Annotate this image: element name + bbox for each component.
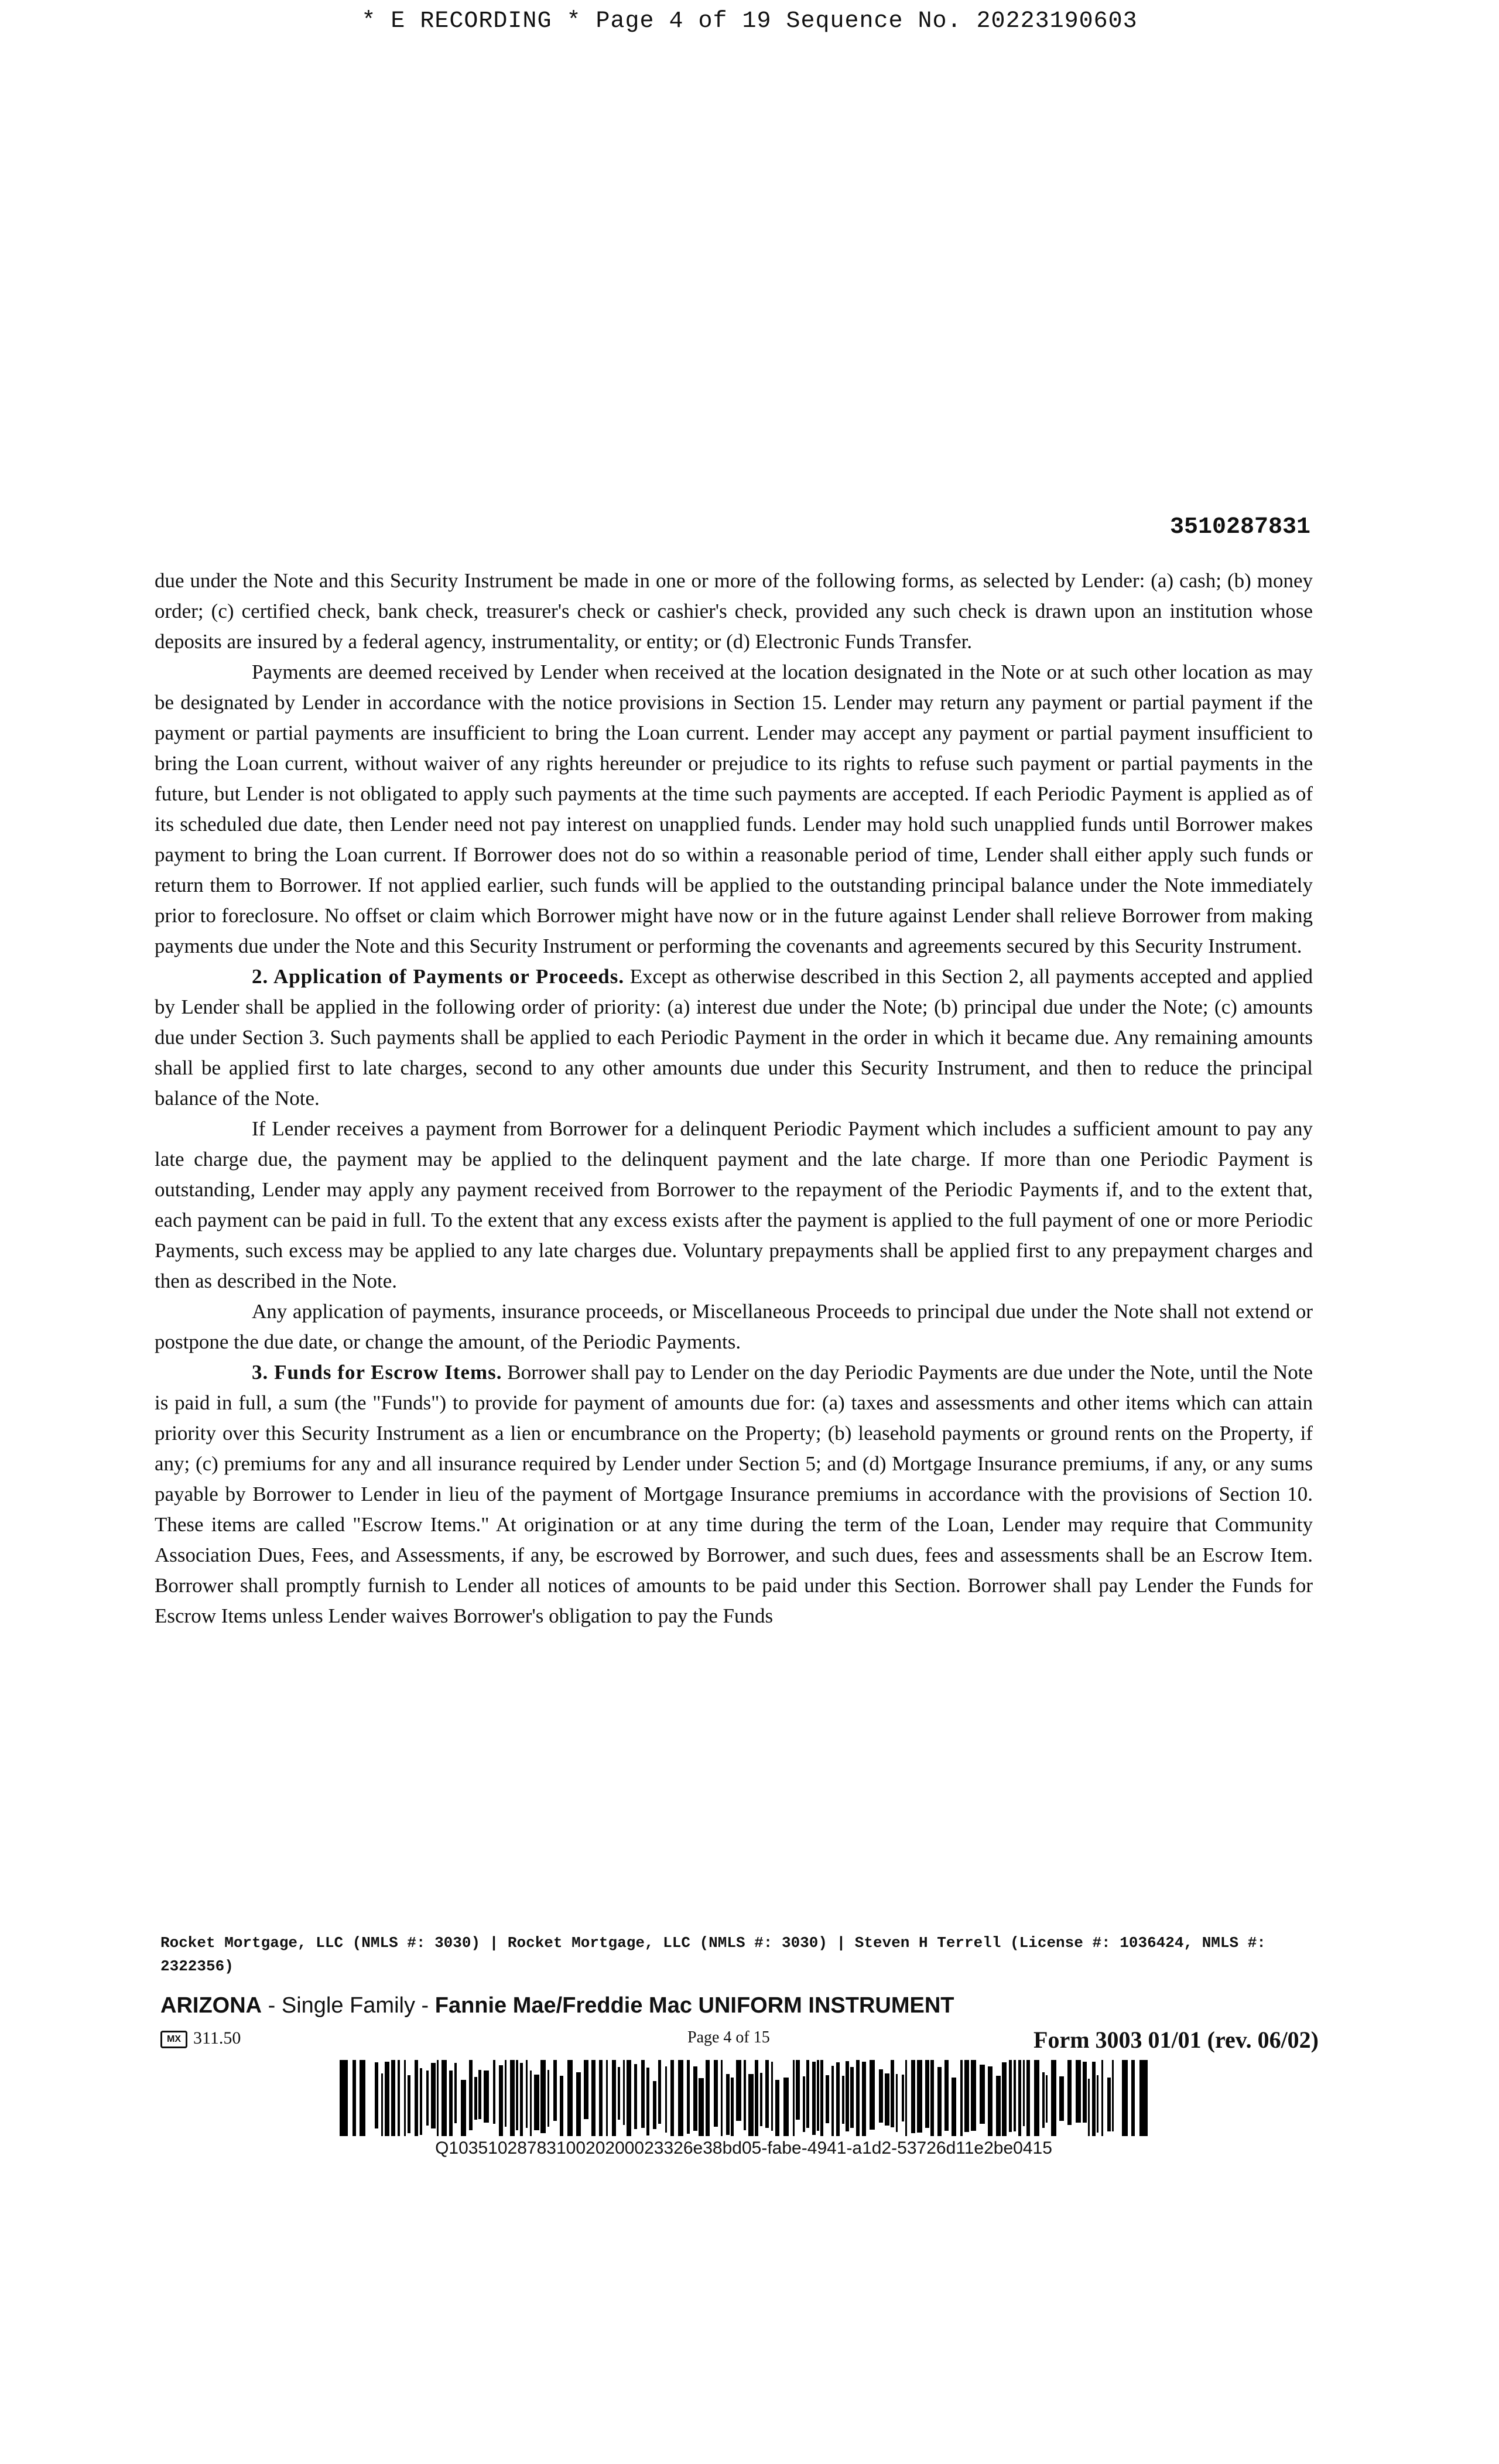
- footer-page-number: Page 4 of 15: [687, 2028, 770, 2047]
- loan-number: 3510287831: [1169, 514, 1310, 540]
- footer-form-number: Form 3003 01/01 (rev. 06/02): [1033, 2027, 1319, 2053]
- section-3-body: Borrower shall pay to Lender on the day Periodic Payments are due under the Note, until the Note is paid in full, a sum (the "Funds") to provide for payment of amounts due for: (a) taxes and assessments and other items which can attain priority over this Security Instrument as a lien or encumbrance on the Property; (b) leasehold payments or ground rents on the Property, if any; (c) premiums for any and all insurance required by Lender under Section 5; and (d) Mortgage Insurance premiums, if any, or any sums payable by Borrower to Lender in lieu of the payment of Mortgage Insurance premiums in accordance with the provisions of Section 10. These items are called "Escrow Items." At origination or at any time during the term of the Loan, Lender may require that Community Association Dues, Fees, and Assessments, if any, be escrowed by Borrower, and such dues, fees and assessments shall be an Escrow Item. Borrower shall promptly furnish to Lender all notices of amounts to be paid under this Section. Borrower shall pay Lender the Funds for Escrow Items unless Lender waives Borrower's obligation to pay the Funds: [155, 1361, 1313, 1627]
- footer-row: [160, 2026, 1319, 2055]
- footer-instrument-type: - Single Family -: [262, 1993, 435, 2018]
- footer-lender-line: Rocket Mortgage, LLC (NMLS #: 3030) | Rocket Mortgage, LLC (NMLS #: 3030) | Steven H Terrell (License #: 1036424, NMLS #: 2322356): [160, 1934, 1266, 1975]
- section-3-paragraph: [155, 1357, 1313, 1631]
- publisher-logo-icon: MX: [160, 2031, 187, 2048]
- barcode-icon: [340, 2060, 1148, 2136]
- barcode-text: Q1035102878310020200023326e38bd05-fabe-4941-a1d2-53726d11e2be0415: [435, 2138, 1052, 2158]
- recording-header: * E RECORDING * Page 4 of 19 Sequence No. 20223190603: [361, 8, 1138, 35]
- footer-instrument-name: Fannie Mae/Freddie Mac UNIFORM INSTRUMENT: [434, 1993, 954, 2018]
- footer-state: ARIZONA: [160, 1993, 262, 2018]
- section-2-heading: 2. Application of Payments or Proceeds.: [252, 965, 625, 988]
- section-2-paragraph: [155, 961, 1313, 1114]
- footer-instrument-title: [160, 1993, 954, 2018]
- paragraph-payments-received: Payments are deemed received by Lender when received at the location designated in the Note or at such other location as may be designated by Lender in accordance with the notice provisions in Section 15. Lender may return any payment or partial payment if the payment or partial payments are insufficient to bring the Loan current. Lender may accept any payment or partial payment insufficient to bring the Loan current, without waiver of any rights hereunder or prejudice to its rights to refuse such payment or partial payments in the future, but Lender is not obligated to apply such payments at the time such payments are accepted. If each Periodic Payment is applied as of its scheduled due date, then Lender need not pay interest on unapplied funds. Lender may hold such unapplied funds until Borrower makes payment to bring the Loan current. If Borrower does not do so within a reasonable period of time, Lender shall either apply such funds or return them to Borrower. If not applied earlier, such funds will be applied to the outstanding principal balance under the Note immediately prior to foreclosure. No offset or claim which Borrower might have now or in the future against Lender shall relieve Borrower from making payments due under the Note and this Security Instrument or performing the covenants and agreements secured by this Security Instrument.: [155, 661, 1313, 957]
- footer-form-code-number: 311.50: [193, 2028, 241, 2048]
- footer-form-code: [160, 2028, 241, 2048]
- document-body: [155, 566, 1313, 1631]
- paragraph-delinquent-payment: If Lender receives a payment from Borrower for a delinquent Periodic Payment which includes a sufficient amount to pay any late charge due, the payment may be applied to the delinquent payment and the late charge. If more than one Periodic Payment is outstanding, Lender may apply any payment received from Borrower to the repayment of the Periodic Payments if, and to the extent that, each payment can be paid in full. To the extent that any excess exists after the payment is applied to the full payment of one or more Periodic Payments, such excess may be applied to any late charges due. Voluntary prepayments shall be applied first to any prepayment charges and then as described in the Note.: [155, 1117, 1313, 1292]
- section-2-body: Except as otherwise described in this Section 2, all payments accepted and applied by Lender shall be applied in the following order of priority: (a) interest due under the Note; (b) principal due under the Note; (c) amounts due under Section 3. Such payments shall be applied to each Periodic Payment in the order in which it became due. Any remaining amounts shall be applied first to late charges, second to any other amounts due under this Security Instrument, and then to reduce the principal balance of the Note.: [155, 965, 1313, 1110]
- section-3-heading: 3. Funds for Escrow Items.: [252, 1361, 502, 1384]
- paragraph-payment-forms: due under the Note and this Security Instrument be made in one or more of the following forms, as selected by Lender: (a) cash; (b) money order; (c) certified check, bank check, treasurer's check or cashier's check, provided any such check is drawn upon an institution whose deposits are insured by a federal agency, instrumentality, or entity; or (d) Electronic Funds Transfer.: [155, 569, 1313, 653]
- paragraph-application-of-payments: Any application of payments, insurance proceeds, or Miscellaneous Proceeds to principal due under the Note shall not extend or postpone the due date, or change the amount, of the Periodic Payments.: [155, 1300, 1313, 1353]
